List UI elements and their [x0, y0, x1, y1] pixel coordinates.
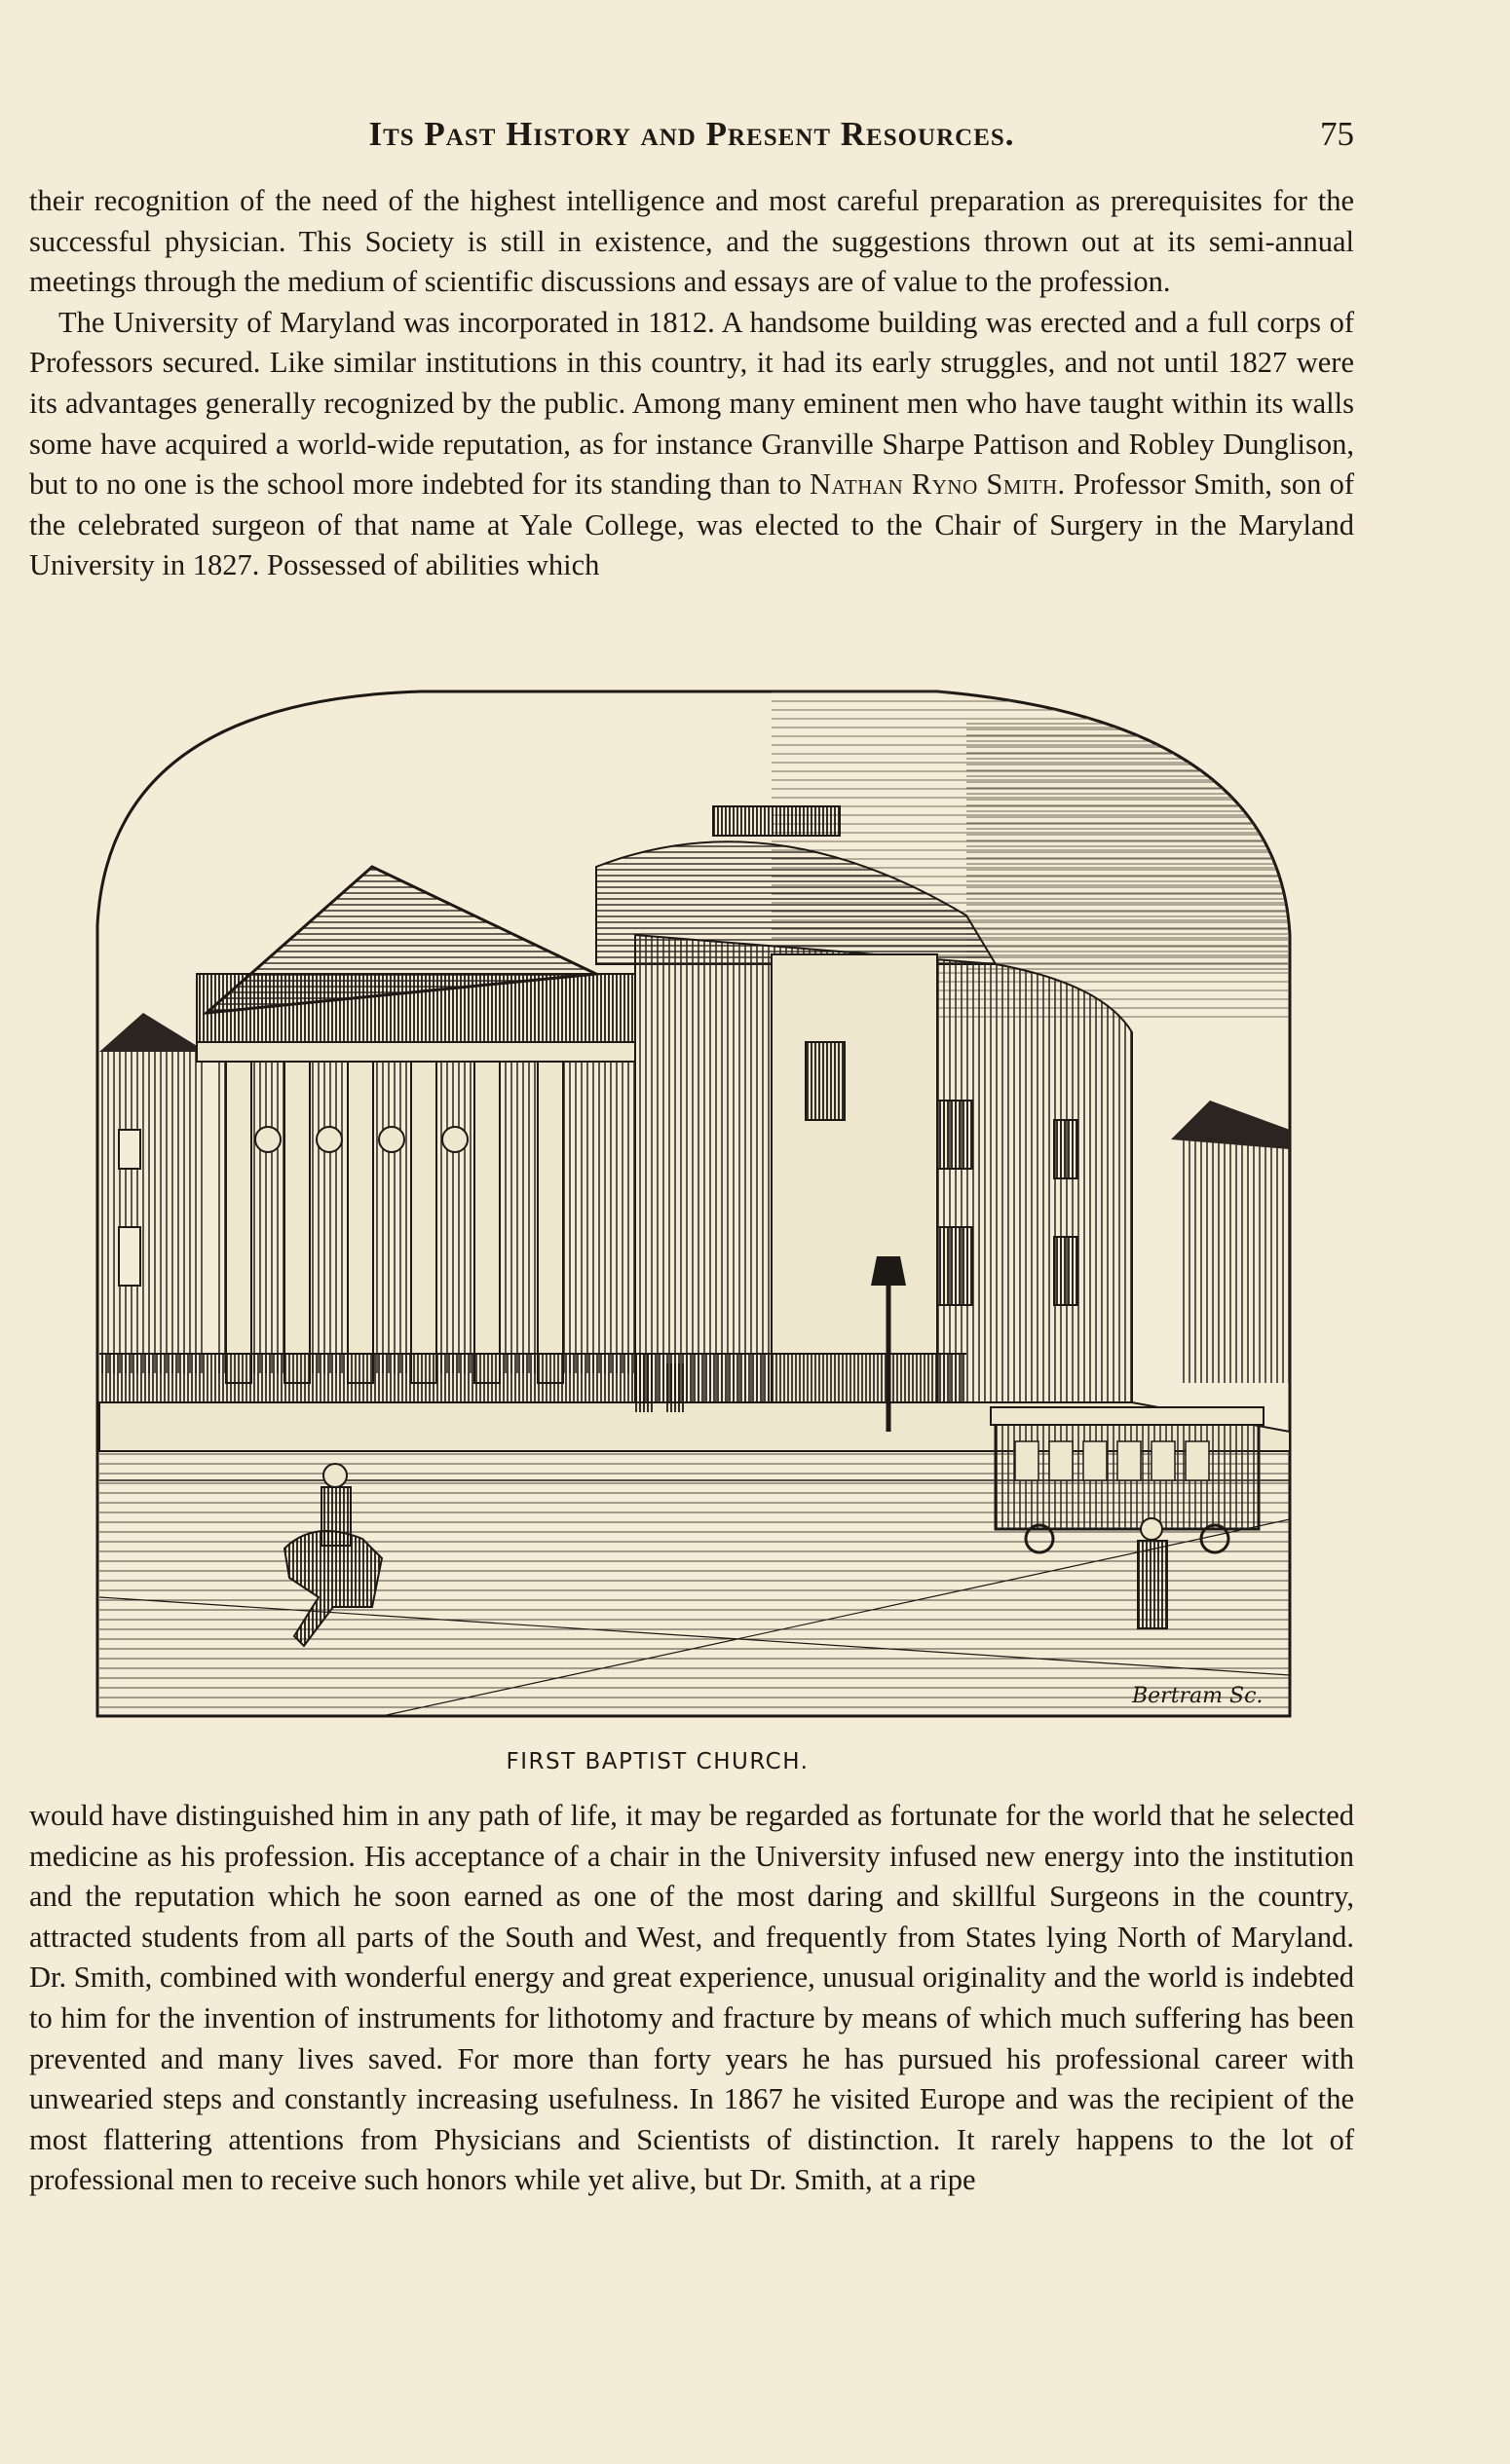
bottom-text-block	[29, 1796, 1354, 2201]
paragraph-society: their recognition of the need of the highest intelligence and most careful preparation as prerequisites for the successful physician. This Society is still in existence, and the suggestions thrown out at its semi-annual meetings through the medium of scientific discussions and essays are of value to the profession.	[29, 184, 1354, 299]
name-nathan-ryno-smith: Nathan Ryno Smith.	[810, 467, 1066, 502]
engraver-signature: Bertram Sc.	[1132, 1684, 1264, 1708]
running-title: Its Past History and Present Resources.	[368, 115, 1015, 153]
paragraph-university	[29, 303, 1354, 586]
figure-caption: FIRST BAPTIST CHURCH.	[506, 1749, 810, 1774]
church-engraving-illustration	[90, 682, 1298, 1734]
top-text-block	[29, 181, 1354, 586]
paragraph-university-continued: Professor Smith, son of the celebrated surgeon of that name at Yale College, was elected to the Chair of Surgery in the Maryland University in 1827. Possessed of abilities which	[29, 467, 1354, 582]
paragraph-university-text: The University of Maryland was incorporated in 1812. A handsome building was erected and a full corps of Professors secured. Like similar institutions in this country, it had its early struggles, and not until 1827 were its advantages generally recognized by the public. Among many eminent men who have taught within its walls some have acquired a world-wide reputation, as for instance Granville Sharpe Pattison and Robley Dunglison, but to no one is the school more indebted for its standing than to	[29, 305, 1354, 502]
page-header	[29, 115, 1354, 162]
engraving-first-baptist-church	[90, 682, 1298, 1734]
page-number: 75	[1320, 115, 1354, 153]
paragraph-smith-career: would have distinguished him in any path of life, it may be regarded as fortunate for the world that he selected medicine as his profession. His acceptance of a chair in the University infused new energy into the institution and the reputation which he soon earned as one of the most daring and skillful Surgeons in the country, attracted students from all parts of the South and West, and frequently from States lying North of Maryland. Dr. Smith, combined with wonderful energy and great experience, unusual originality and the world is indebted to him for the invention of instruments for lithotomy and fracture by means of which much suffering has been prevented and many lives saved. For more than forty years he has pursued his professional career with unwearied steps and constantly increasing usefulness. In 1867 he visited Europe and was the recipient of the most flattering attentions from Physicians and Scientists of distinction. It rarely happens to the lot of professional men to receive such honors while yet alive, but Dr. Smith, at a ripe	[29, 1799, 1354, 2197]
